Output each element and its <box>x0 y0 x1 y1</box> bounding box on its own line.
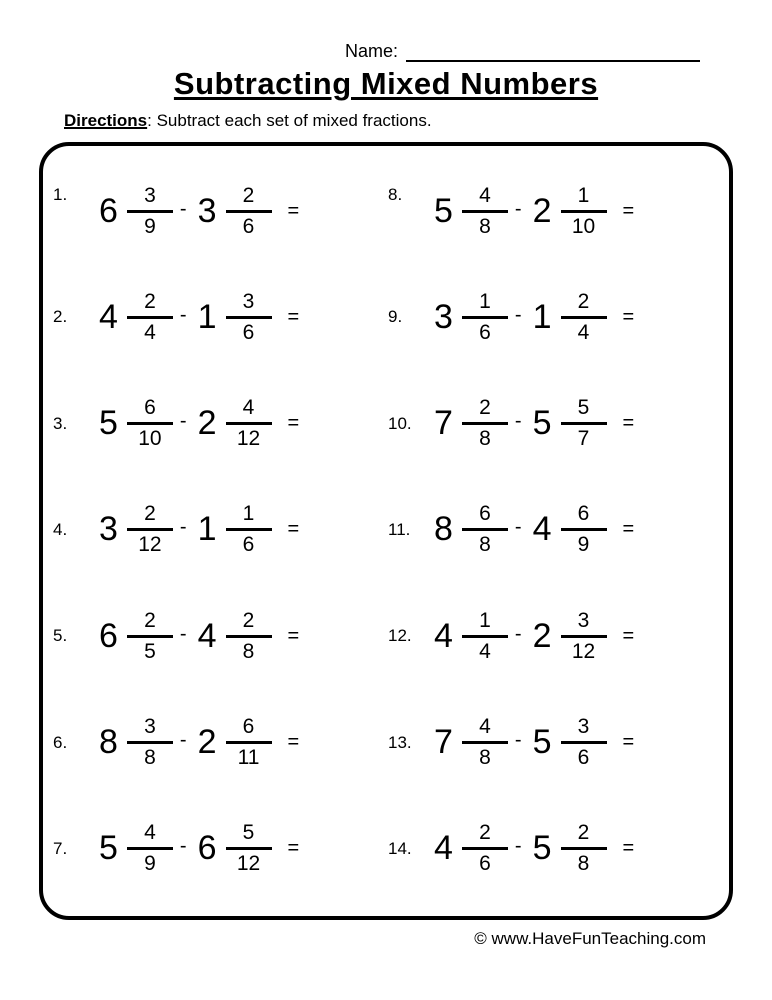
fraction-bar <box>226 741 272 744</box>
minuend-denominator: 12 <box>138 533 162 557</box>
problem-11 <box>388 502 723 557</box>
fraction-bar <box>226 422 272 425</box>
minuend-denominator: 8 <box>144 746 156 770</box>
minuend-whole-number: 8 <box>99 723 118 762</box>
subtrahend-numerator: 6 <box>242 714 255 738</box>
subtrahend-fraction <box>561 609 607 664</box>
subtrahend-numerator: 4 <box>242 396 255 420</box>
subtrahend-numerator: 3 <box>577 714 590 738</box>
subtrahend-denominator: 10 <box>571 214 596 238</box>
fraction-bar <box>462 635 508 638</box>
problem-number: 7. <box>53 838 68 858</box>
subtrahend-denominator: 12 <box>236 852 261 876</box>
minuend-numerator: 1 <box>479 289 491 313</box>
subtrahend-fraction <box>561 502 607 557</box>
subtrahend-whole-number: 4 <box>197 616 217 655</box>
fraction-bar <box>462 528 508 531</box>
minuend-fraction <box>462 821 508 876</box>
minuend-numerator: 1 <box>479 608 491 632</box>
subtrahend-whole-number: 1 <box>197 297 217 336</box>
subtrahend-denominator: 12 <box>236 427 261 451</box>
problem-number: 9. <box>388 307 403 327</box>
minus-sign: - <box>179 303 187 326</box>
minuend-denominator: 9 <box>144 214 156 238</box>
subtrahend-whole-number: 1 <box>197 510 217 549</box>
subtrahend-denominator: 4 <box>577 320 590 344</box>
minuend-numerator: 2 <box>479 821 491 845</box>
equals-sign: = <box>622 624 635 647</box>
subtrahend-fraction <box>226 821 272 876</box>
fraction-bar <box>561 528 607 531</box>
problem-13 <box>388 715 723 770</box>
problem-number: 13. <box>388 732 412 752</box>
minuend-numerator: 3 <box>144 714 156 738</box>
minuend-fraction <box>127 290 173 345</box>
minuend-numerator: 4 <box>479 714 491 738</box>
minuend-whole-number: 4 <box>434 616 453 655</box>
minus-sign: - <box>514 622 522 645</box>
subtrahend-whole-number: 3 <box>197 191 217 230</box>
minus-sign: - <box>514 410 522 433</box>
minus-sign: - <box>179 516 187 539</box>
minuend-denominator: 4 <box>144 320 156 344</box>
equals-sign: = <box>287 624 300 647</box>
subtrahend-numerator: 2 <box>577 821 590 845</box>
minuend-denominator: 8 <box>479 746 491 770</box>
minuend-fraction <box>462 396 508 451</box>
problem-number: 10. <box>388 413 412 433</box>
fraction-bar <box>226 316 272 319</box>
fraction-bar <box>127 210 173 213</box>
subtrahend-denominator: 8 <box>577 852 590 876</box>
problem-number: 4. <box>53 519 68 539</box>
minuend-numerator: 4 <box>479 183 491 207</box>
subtrahend-numerator: 6 <box>577 502 590 526</box>
subtrahend-whole-number: 2 <box>532 191 552 230</box>
subtrahend-numerator: 1 <box>577 183 590 207</box>
minuend-whole-number: 5 <box>434 191 453 230</box>
equals-sign: = <box>622 731 635 754</box>
subtrahend-whole-number: 2 <box>197 723 217 762</box>
minuend-fraction <box>127 502 173 557</box>
equals-sign: = <box>287 518 300 541</box>
minuend-fraction <box>127 821 173 876</box>
name-row <box>0 0 772 62</box>
equals-sign: = <box>287 199 300 222</box>
subtrahend-denominator: 11 <box>237 746 260 770</box>
fraction-bar <box>561 422 607 425</box>
subtrahend-denominator: 6 <box>242 214 255 238</box>
problem-number: 8. <box>388 185 403 205</box>
subtrahend-whole-number: 1 <box>532 297 552 336</box>
problem-6 <box>53 715 388 770</box>
problem-number: 12. <box>388 626 412 646</box>
subtrahend-fraction <box>226 396 272 451</box>
minuend-fraction <box>462 290 508 345</box>
equals-sign: = <box>287 412 300 435</box>
problem-number: 1. <box>53 185 68 205</box>
problem-number: 11. <box>388 519 411 539</box>
subtrahend-whole-number: 5 <box>532 723 552 762</box>
fraction-bar <box>561 210 607 213</box>
subtrahend-whole-number: 4 <box>532 510 552 549</box>
equals-sign: = <box>622 305 635 328</box>
problem-2 <box>53 290 388 345</box>
problems-column-right <box>388 158 723 902</box>
subtrahend-whole-number: 5 <box>532 829 552 868</box>
equals-sign: = <box>287 305 300 328</box>
fraction-bar <box>561 316 607 319</box>
minus-sign: - <box>179 729 187 752</box>
equals-sign: = <box>287 731 300 754</box>
subtrahend-denominator: 6 <box>577 746 590 770</box>
fraction-bar <box>561 741 607 744</box>
minuend-denominator: 4 <box>479 639 491 663</box>
subtrahend-whole-number: 5 <box>532 404 552 443</box>
subtrahend-fraction <box>226 609 272 664</box>
subtrahend-fraction <box>561 396 607 451</box>
minuend-whole-number: 4 <box>434 829 453 868</box>
fraction-bar <box>462 847 508 850</box>
minuend-denominator: 10 <box>138 427 162 451</box>
subtrahend-fraction <box>561 290 607 345</box>
minuend-denominator: 9 <box>144 852 156 876</box>
minuend-whole-number: 6 <box>99 191 118 230</box>
problem-number: 5. <box>53 626 68 646</box>
subtrahend-numerator: 3 <box>242 289 255 313</box>
name-label: Name: <box>345 41 399 62</box>
subtrahend-denominator: 12 <box>571 639 596 663</box>
equals-sign: = <box>622 412 635 435</box>
problem-number: 3. <box>53 413 68 433</box>
problem-10 <box>388 396 723 451</box>
minuend-whole-number: 3 <box>99 510 118 549</box>
minuend-numerator: 6 <box>144 396 156 420</box>
minus-sign: - <box>514 303 522 326</box>
fraction-bar <box>462 210 508 213</box>
problem-14 <box>388 821 723 876</box>
equals-sign: = <box>622 199 635 222</box>
minus-sign: - <box>179 622 187 645</box>
minuend-denominator: 8 <box>479 533 491 557</box>
minuend-whole-number: 6 <box>99 616 118 655</box>
minuend-fraction <box>462 715 508 770</box>
minuend-numerator: 2 <box>479 396 491 420</box>
minuend-fraction <box>462 502 508 557</box>
minus-sign: - <box>179 410 187 433</box>
subtrahend-numerator: 5 <box>577 396 590 420</box>
minus-sign: - <box>514 835 522 858</box>
minuend-whole-number: 5 <box>99 404 118 443</box>
subtrahend-denominator: 6 <box>242 533 255 557</box>
minus-sign: - <box>514 516 522 539</box>
minuend-denominator: 6 <box>479 852 491 876</box>
subtrahend-fraction <box>226 502 272 557</box>
minuend-numerator: 2 <box>144 608 156 632</box>
fraction-bar <box>226 847 272 850</box>
fraction-bar <box>561 847 607 850</box>
name-blank-line <box>406 40 700 62</box>
subtrahend-whole-number: 6 <box>197 829 217 868</box>
equals-sign: = <box>287 837 300 860</box>
subtrahend-denominator: 7 <box>577 427 590 451</box>
problem-3 <box>53 396 388 451</box>
subtrahend-numerator: 1 <box>242 502 255 526</box>
minuend-numerator: 6 <box>479 502 491 526</box>
subtrahend-fraction <box>561 715 607 770</box>
minuend-fraction <box>462 184 508 239</box>
minus-sign: - <box>179 835 187 858</box>
problem-9 <box>388 290 723 345</box>
minus-sign: - <box>514 197 522 220</box>
fraction-bar <box>127 635 173 638</box>
minuend-denominator: 8 <box>479 214 491 238</box>
fraction-bar <box>226 528 272 531</box>
fraction-bar <box>226 210 272 213</box>
fraction-bar <box>127 847 173 850</box>
subtrahend-denominator: 6 <box>242 320 255 344</box>
minuend-denominator: 5 <box>144 639 156 663</box>
fraction-bar <box>127 741 173 744</box>
problem-12 <box>388 609 723 664</box>
fraction-bar <box>462 316 508 319</box>
problem-4 <box>53 502 388 557</box>
fraction-bar <box>127 422 173 425</box>
minuend-fraction <box>127 609 173 664</box>
minuend-numerator: 3 <box>144 183 156 207</box>
subtrahend-whole-number: 2 <box>197 404 217 443</box>
minus-sign: - <box>179 197 187 220</box>
minus-sign: - <box>514 729 522 752</box>
subtrahend-fraction <box>561 184 607 239</box>
minuend-fraction <box>462 609 508 664</box>
equals-sign: = <box>622 837 635 860</box>
minuend-whole-number: 7 <box>434 404 453 443</box>
fraction-bar <box>462 422 508 425</box>
subtrahend-numerator: 5 <box>242 821 255 845</box>
minuend-whole-number: 5 <box>99 829 118 868</box>
problem-number: 2. <box>53 307 68 327</box>
minuend-whole-number: 8 <box>434 510 453 549</box>
problem-5 <box>53 609 388 664</box>
fraction-bar <box>127 528 173 531</box>
minuend-denominator: 6 <box>479 320 491 344</box>
minuend-fraction <box>127 715 173 770</box>
minuend-numerator: 2 <box>144 289 156 313</box>
subtrahend-numerator: 3 <box>577 608 590 632</box>
subtrahend-numerator: 2 <box>577 289 590 313</box>
problem-number: 6. <box>53 732 68 752</box>
problem-8 <box>388 184 723 239</box>
problem-number: 14. <box>388 838 412 858</box>
minuend-whole-number: 7 <box>434 723 453 762</box>
fraction-bar <box>561 635 607 638</box>
directions <box>64 111 772 131</box>
problem-1 <box>53 184 388 239</box>
subtrahend-denominator: 8 <box>242 639 255 663</box>
subtrahend-fraction <box>226 184 272 239</box>
minuend-fraction <box>127 396 173 451</box>
page-title: Subtracting Mixed Numbers <box>173 66 599 101</box>
subtrahend-whole-number: 2 <box>532 616 552 655</box>
minuend-fraction <box>127 184 173 239</box>
subtrahend-denominator: 9 <box>577 533 590 557</box>
fraction-bar <box>462 741 508 744</box>
equals-sign: = <box>622 518 635 541</box>
problem-7 <box>53 821 388 876</box>
problems-column-left <box>53 158 388 902</box>
subtrahend-numerator: 2 <box>242 183 255 207</box>
minuend-numerator: 4 <box>144 821 156 845</box>
minuend-whole-number: 3 <box>434 297 453 336</box>
subtrahend-fraction <box>561 821 607 876</box>
subtrahend-fraction <box>226 715 272 770</box>
fraction-bar <box>127 316 173 319</box>
directions-label: Directions <box>64 111 148 130</box>
problems-box <box>39 142 733 920</box>
subtrahend-fraction <box>226 290 272 345</box>
footer-credit: © www.HaveFunTeaching.com <box>474 929 706 948</box>
minuend-whole-number: 4 <box>99 297 118 336</box>
minuend-numerator: 2 <box>144 502 156 526</box>
directions-text: : Subtract each set of mixed fractions. <box>147 111 432 130</box>
fraction-bar <box>226 635 272 638</box>
subtrahend-numerator: 2 <box>242 608 255 632</box>
minuend-denominator: 8 <box>479 427 491 451</box>
